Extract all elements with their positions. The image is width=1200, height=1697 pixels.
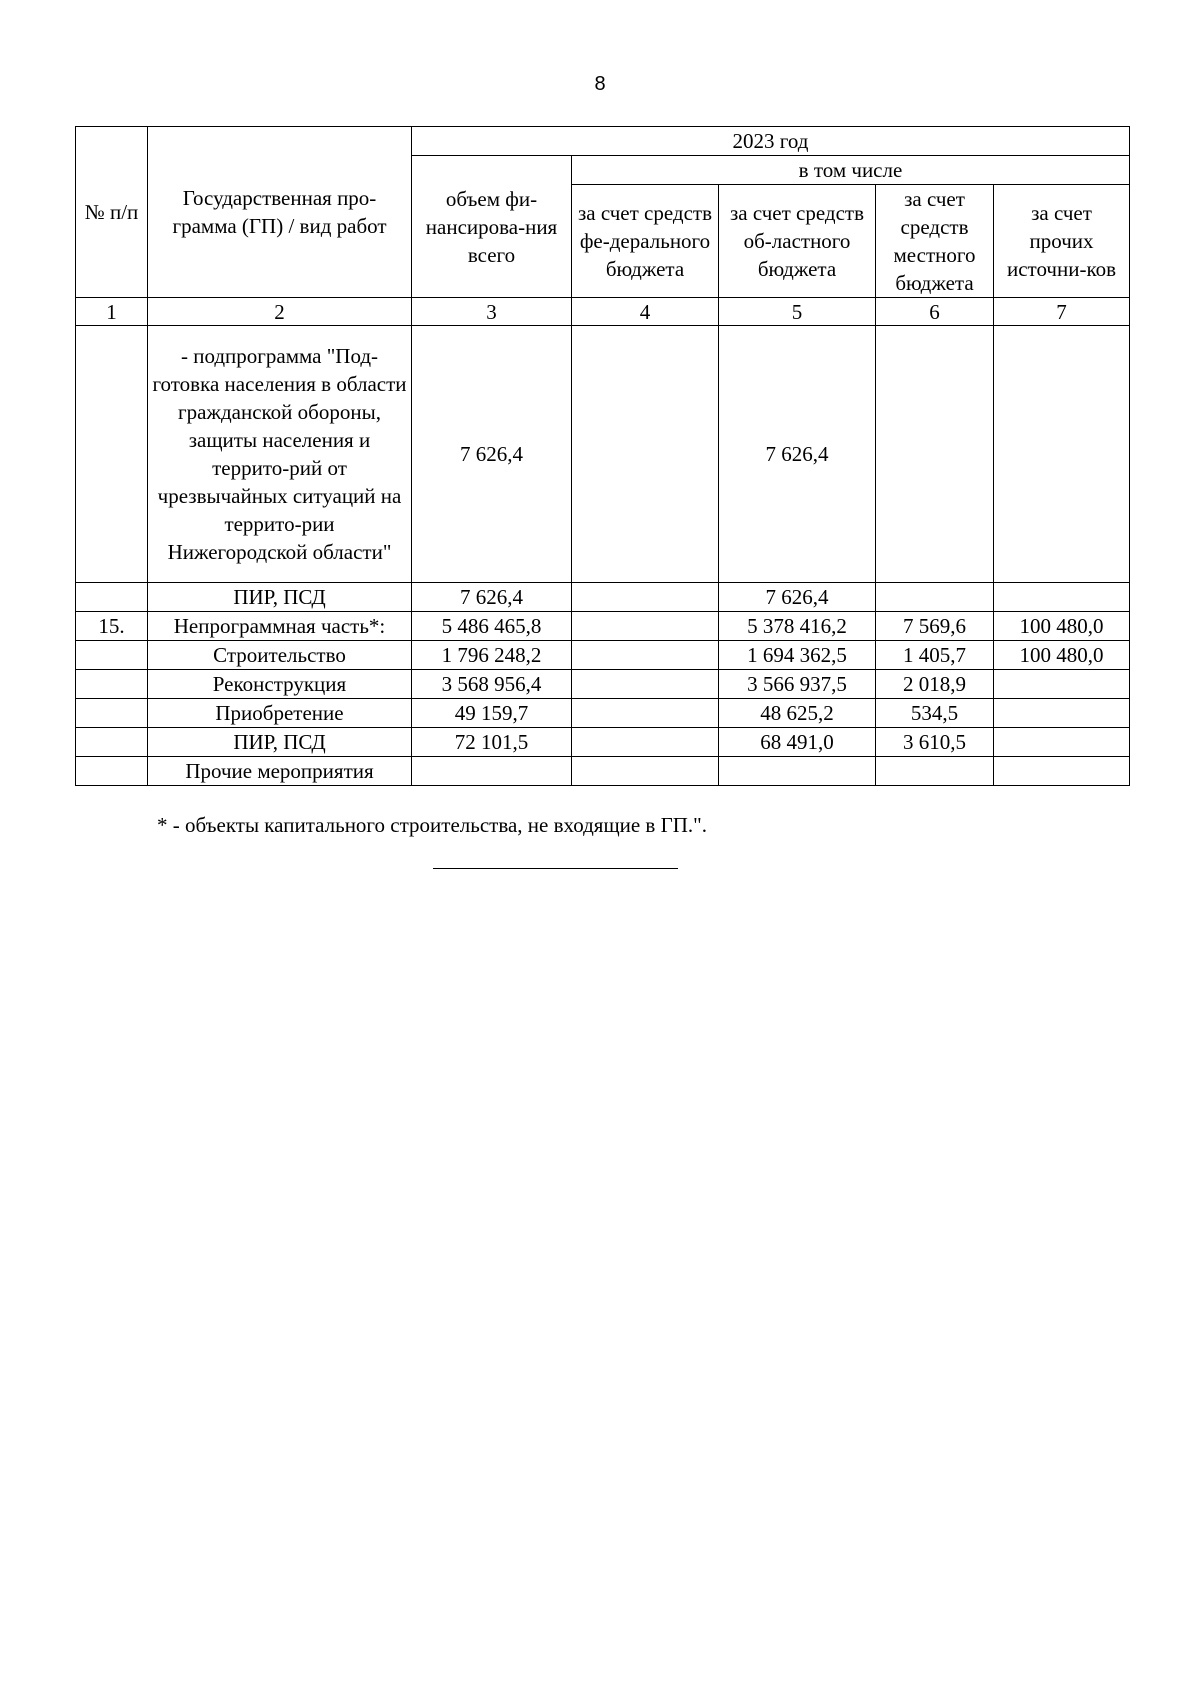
row-local <box>876 326 994 583</box>
column-number: 3 <box>412 298 572 326</box>
row-regional: 7 626,4 <box>719 583 876 612</box>
row-federal <box>572 583 719 612</box>
row-name: ПИР, ПСД <box>148 728 412 757</box>
table-row <box>76 641 1130 670</box>
row-federal <box>572 757 719 786</box>
row-other <box>994 326 1130 583</box>
column-number: 5 <box>719 298 876 326</box>
row-local: 2 018,9 <box>876 670 994 699</box>
row-local <box>876 583 994 612</box>
header-col-regional: за счет средств об-ластного бюджета <box>719 185 876 298</box>
row-other: 100 480,0 <box>994 641 1130 670</box>
row-total: 3 568 956,4 <box>412 670 572 699</box>
budget-table <box>75 126 1130 786</box>
row-federal <box>572 728 719 757</box>
row-regional: 1 694 362,5 <box>719 641 876 670</box>
page-number: 8 <box>594 73 606 95</box>
column-number: 7 <box>994 298 1130 326</box>
row-total: 5 486 465,8 <box>412 612 572 641</box>
row-name: Реконструкция <box>148 670 412 699</box>
row-federal <box>572 612 719 641</box>
row-total: 49 159,7 <box>412 699 572 728</box>
table-row <box>76 728 1130 757</box>
column-number: 1 <box>76 298 148 326</box>
row-other: 100 480,0 <box>994 612 1130 641</box>
closing-rule <box>433 868 678 869</box>
column-number: 6 <box>876 298 994 326</box>
table-row <box>76 583 1130 612</box>
row-local: 3 610,5 <box>876 728 994 757</box>
header-including: в том числе <box>572 156 1130 185</box>
row-federal <box>572 641 719 670</box>
row-federal <box>572 699 719 728</box>
header-col-program: Государственная про-грамма (ГП) / вид работ <box>148 127 412 298</box>
row-regional: 3 566 937,5 <box>719 670 876 699</box>
row-name: Строительство <box>148 641 412 670</box>
column-number-row <box>76 298 1130 326</box>
footnote: * - объекты капитального строительства, не входящие в ГП.". <box>157 813 707 837</box>
row-local <box>876 757 994 786</box>
row-regional: 5 378 416,2 <box>719 612 876 641</box>
row-name: ПИР, ПСД <box>148 583 412 612</box>
row-total: 7 626,4 <box>412 326 572 583</box>
header-row-year <box>76 127 1130 156</box>
row-regional: 48 625,2 <box>719 699 876 728</box>
row-total: 72 101,5 <box>412 728 572 757</box>
row-other <box>994 728 1130 757</box>
row-local: 7 569,6 <box>876 612 994 641</box>
row-name: Прочие мероприятия <box>148 757 412 786</box>
row-total <box>412 757 572 786</box>
header-col-total: объем фи-нансирова-ния всего <box>412 156 572 298</box>
row-regional: 68 491,0 <box>719 728 876 757</box>
row-other <box>994 699 1130 728</box>
row-other <box>994 670 1130 699</box>
row-federal <box>572 326 719 583</box>
row-no <box>76 699 148 728</box>
row-regional: 7 626,4 <box>719 326 876 583</box>
row-regional <box>719 757 876 786</box>
table-row <box>76 699 1130 728</box>
table-row <box>76 757 1130 786</box>
table-row <box>76 612 1130 641</box>
row-other <box>994 757 1130 786</box>
row-no <box>76 326 148 583</box>
header-col-other: за счет прочих источни-ков <box>994 185 1130 298</box>
row-total: 7 626,4 <box>412 583 572 612</box>
header-year: 2023 год <box>412 127 1130 156</box>
row-no <box>76 757 148 786</box>
row-name: Непрограммная часть*: <box>148 612 412 641</box>
row-no <box>76 728 148 757</box>
row-no <box>76 641 148 670</box>
table-row <box>76 670 1130 699</box>
row-name: - подпрограмма "Под-готовка населения в области гражданской обороны, защиты населения и террито-рий от чрезвычайных ситуаций на террито-рии Нижегородской области" <box>148 326 412 583</box>
table-row <box>76 326 1130 583</box>
header-col-local: за счет средств местного бюджета <box>876 185 994 298</box>
column-number: 4 <box>572 298 719 326</box>
header-col-federal: за счет средств фе-дерального бюджета <box>572 185 719 298</box>
row-total: 1 796 248,2 <box>412 641 572 670</box>
column-number: 2 <box>148 298 412 326</box>
row-local: 534,5 <box>876 699 994 728</box>
row-local: 1 405,7 <box>876 641 994 670</box>
row-no <box>76 670 148 699</box>
row-name: Приобретение <box>148 699 412 728</box>
row-other <box>994 583 1130 612</box>
row-federal <box>572 670 719 699</box>
header-col-no: № п/п <box>76 127 148 298</box>
row-no: 15. <box>76 612 148 641</box>
row-no <box>76 583 148 612</box>
